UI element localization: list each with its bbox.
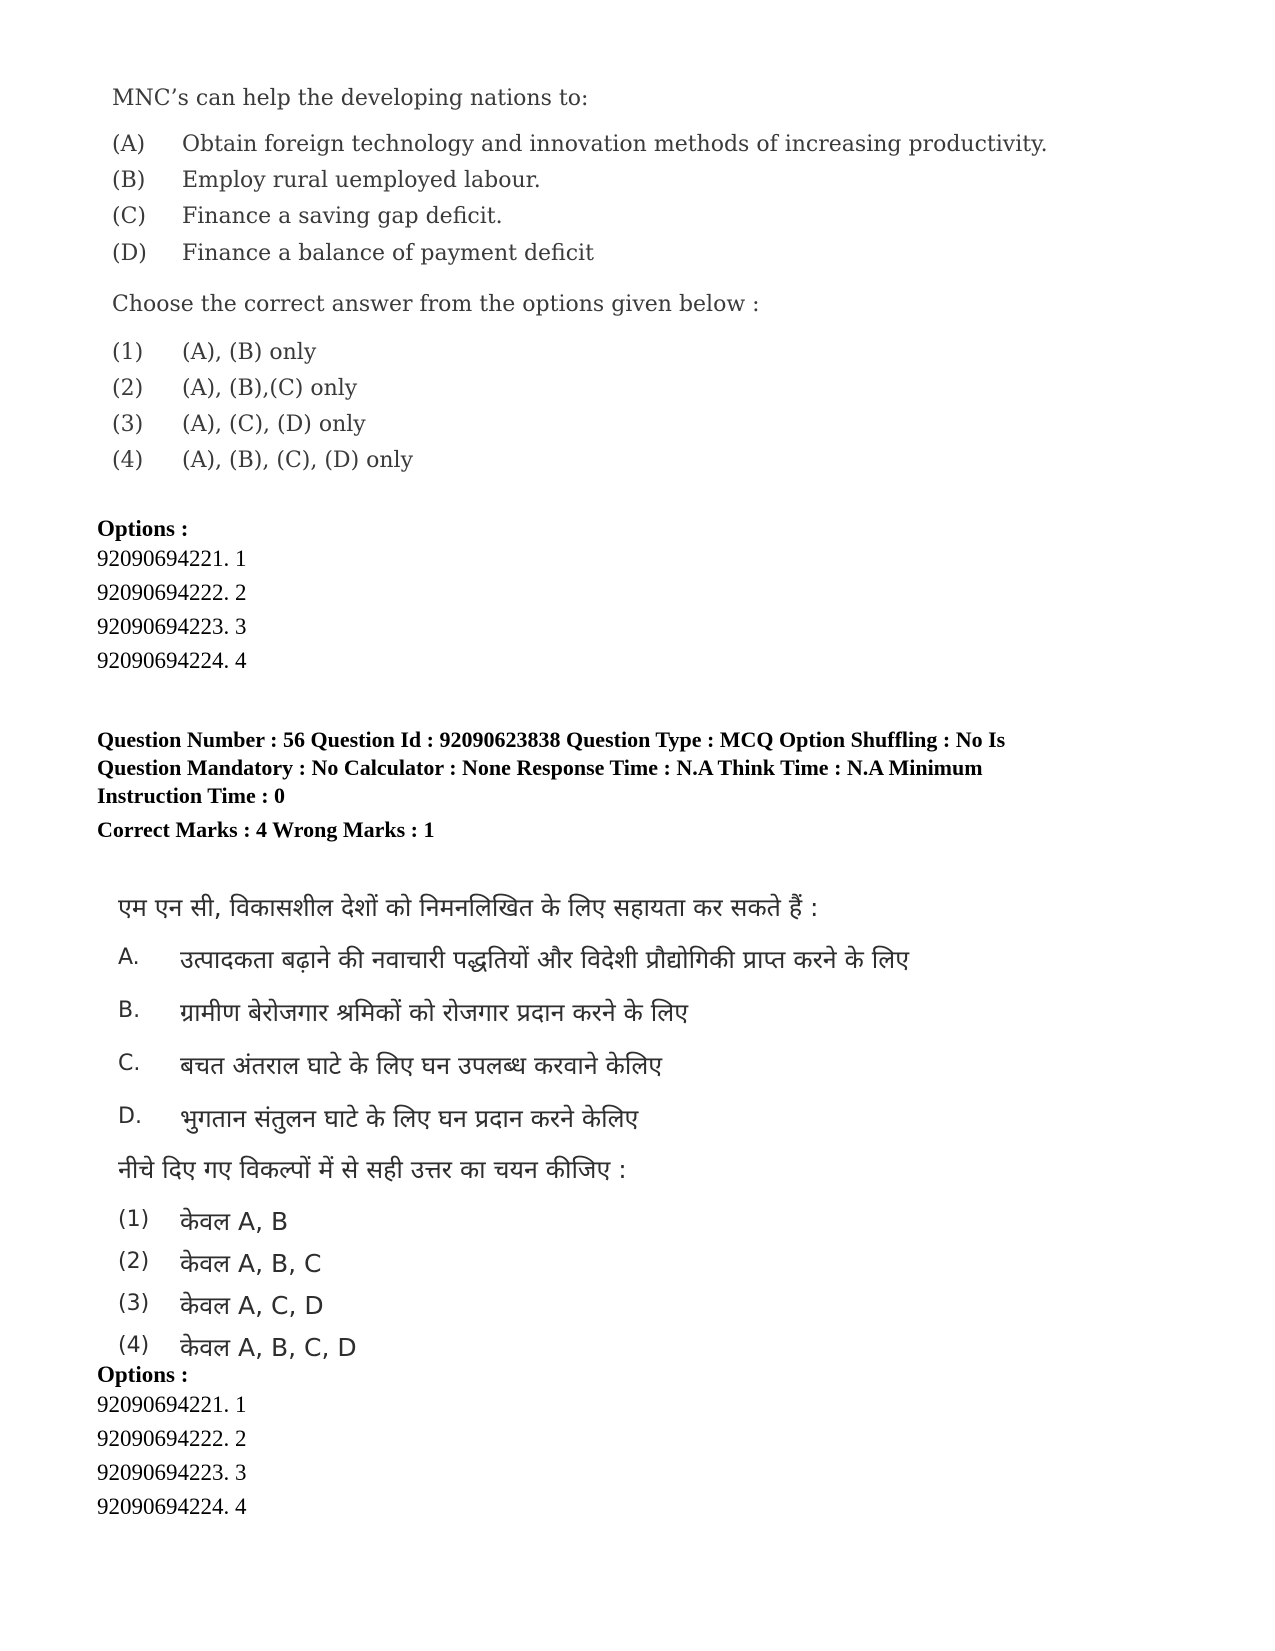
- statement-text: Employ rural uemployed labour.: [182, 168, 541, 193]
- choice-text: केवल A, C, D: [180, 1291, 324, 1320]
- options-block-2: [97, 1362, 247, 1524]
- choice-label: (3): [118, 1291, 150, 1316]
- option-item: 92090694224. 4: [97, 648, 247, 673]
- statement-text: उत्पादकता बढ़ाने की नवाचारी पद्धतियों और विदेशी प्रौद्योगिकी प्राप्त करने के लिए: [180, 945, 910, 974]
- statement-label: (A): [112, 132, 146, 157]
- options-block-1: [97, 516, 247, 678]
- options-heading: Options :: [97, 516, 189, 541]
- statement-label: C.: [118, 1051, 141, 1076]
- statement-text: ग्रामीण बेरोजगार श्रमिकों को रोजगार प्रदान करने के लिए: [180, 998, 689, 1027]
- statement-text: बचत अंतराल घाटे के लिए घन उपलब्ध करवाने केलिए: [180, 1051, 663, 1080]
- choice-text: केवल A, B: [180, 1207, 289, 1236]
- choice-text: केवल A, B, C, D: [180, 1333, 357, 1362]
- statement-text: भुगतान संतुलन घाटे के लिए घन प्रदान करने केलिए: [180, 1104, 639, 1133]
- statement-text: Finance a balance of payment deficit: [182, 241, 594, 266]
- choice-label: (1): [118, 1207, 150, 1232]
- question-stem: एम एन सी, विकासशील देशों को निमनलिखित के लिए सहायता कर सकते हैं :: [118, 893, 819, 922]
- question-instruction: Choose the correct answer from the options given below :: [112, 292, 760, 317]
- statement-label: (C): [112, 204, 146, 229]
- option-item: 92090694223. 3: [97, 614, 247, 639]
- option-item: 92090694222. 2: [97, 1426, 247, 1451]
- question-meta-line: Instruction Time : 0: [97, 783, 286, 808]
- statement-text: Obtain foreign technology and innovation methods of increasing productivity.: [182, 132, 1048, 157]
- choice-label: (2): [112, 376, 144, 401]
- choice-label: (4): [118, 1333, 150, 1358]
- statement-label: B.: [118, 998, 141, 1023]
- question-instruction: नीचे दिए गए विकल्पों में से सही उत्तर का चयन कीजिए :: [118, 1155, 627, 1184]
- statement-label: (D): [112, 241, 147, 266]
- choice-text: (A), (B), (C), (D) only: [182, 448, 414, 473]
- options-heading: Options :: [97, 1362, 189, 1387]
- statement-label: A.: [118, 945, 140, 970]
- question-meta-line: Question Mandatory : No Calculator : None Response Time : N.A Think Time : N.A Minimum: [97, 755, 983, 780]
- option-item: 92090694224. 4: [97, 1494, 247, 1519]
- question-meta-line: Question Number : 56 Question Id : 92090623838 Question Type : MCQ Option Shuffling : No Is: [97, 727, 1006, 752]
- choice-text: केवल A, B, C: [180, 1249, 322, 1278]
- option-item: 92090694221. 1: [97, 546, 247, 571]
- choice-label: (4): [112, 448, 144, 473]
- option-item: 92090694222. 2: [97, 580, 247, 605]
- question-meta: [97, 726, 1247, 844]
- statement-label: D.: [118, 1104, 142, 1129]
- choice-label: (1): [112, 340, 144, 365]
- question-stem: MNC’s can help the developing nations to:: [112, 86, 589, 111]
- choice-text: (A), (B) only: [182, 340, 317, 365]
- choice-text: (A), (B),(C) only: [182, 376, 358, 401]
- choice-text: (A), (C), (D) only: [182, 412, 366, 437]
- statement-text: Finance a saving gap deficit.: [182, 204, 503, 229]
- statement-label: (B): [112, 168, 146, 193]
- choice-label: (2): [118, 1249, 150, 1274]
- option-item: 92090694223. 3: [97, 1460, 247, 1485]
- choice-label: (3): [112, 412, 144, 437]
- marks-line: Correct Marks : 4 Wrong Marks : 1: [97, 817, 435, 842]
- option-item: 92090694221. 1: [97, 1392, 247, 1417]
